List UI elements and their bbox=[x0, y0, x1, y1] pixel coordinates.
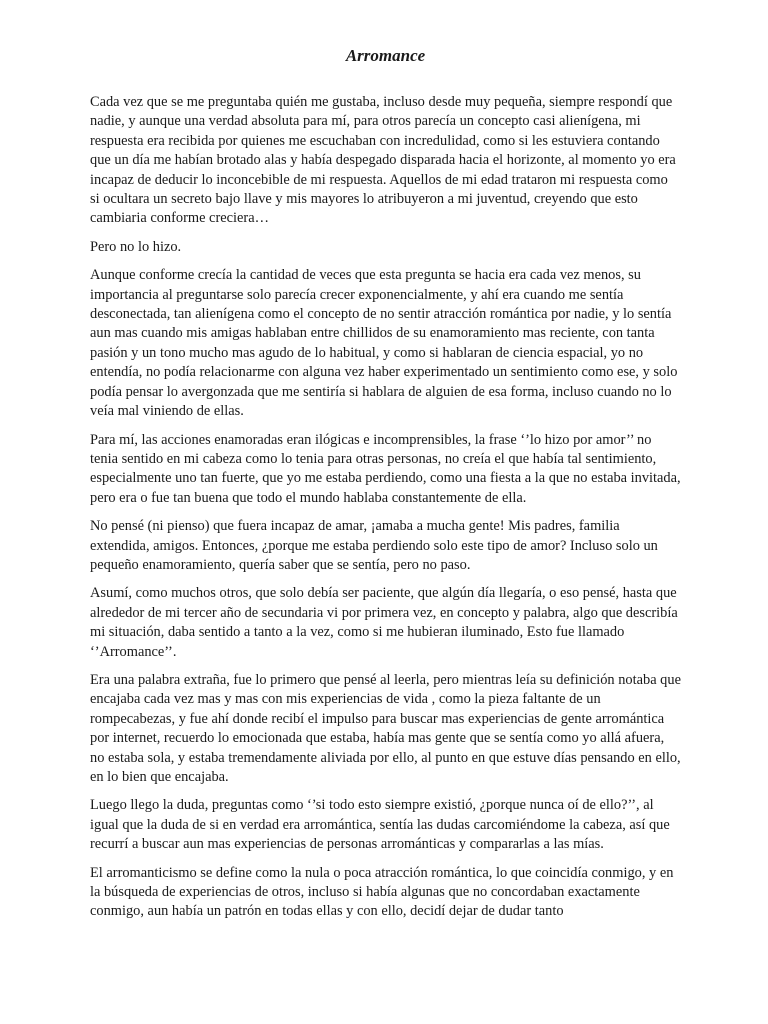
paragraph: No pensé (ni pienso) que fuera incapaz de amar, ¡amaba a mucha gente! Mis padres, familia extendida, amigos. Entonces, ¿porque me estaba perdiendo solo este tipo de amor? Incluso solo un pequeño enamoramiento, quería saber que se sentía, pero no paso. bbox=[90, 518, 658, 573]
paragraph: El arromanticismo se define como la nula o poca atracción romántica, lo que coincidía conmigo, y en la búsqueda de experiencias de otros, incluso si había algunas que no concordaban exactamente conmigo, aun había un patrón en todas ellas y con ello, decidí dejar de dudar tanto bbox=[90, 864, 674, 920]
document-page bbox=[90, 44, 681, 931]
document-title: Arromance bbox=[345, 46, 426, 65]
paragraph: Para mí, las acciones enamoradas eran ilógicas e incomprensibles, la frase ‘’lo hizo por amor’’ no tenia sentido en mi cabeza como lo tenia para otras personas, no creía el que había tal sentimiento, especialmente uno tan fuerte, que yo me estaba perdiendo, como una fiesta a la que no estaba invitada, pero era o fue tan buena que todo el mundo hablaba constantemente de ella. bbox=[90, 431, 681, 506]
paragraph: Cada vez que se me preguntaba quién me gustaba, incluso desde muy pequeña, siempre respondí que nadie, y aunque una verdad absoluta para mí, para otros parecía un concepto casi alienígena, mi respuesta era recibida por quienes me escuchaban con incredulidad, como si les estuviera contando que un día me habían brotado alas y había despegado disparada hacia el horizonte, al momento yo era incapaz de deducir lo inconcebible de mi respuesta. Aquellos de mi edad trataron mi respuesta como si ocultara un secreto bajo llave y mis mayores lo atribuyeron a mi juventud, creyendo que esto cambiaria conforme creciera… bbox=[90, 94, 676, 227]
paragraph: Asumí, como muchos otros, que solo debía ser paciente, que algún día llegaría, o eso pensé, hasta que alrededor de mi tercer año de secundaria vi por primera vez, en concepto y palabra, algo que describía mi situación, daba sentido a tanto a la vez, como si me hubieran iluminado, Esto fue llamado ‘’Arromance’’. bbox=[90, 585, 678, 660]
paragraph: Luego llego la duda, preguntas como ‘’si todo esto siempre existió, ¿porque nunca oí de ello?’’, al igual que la duda de si en verdad era arromántica, sentía las dudas carcomiéndome la cabeza, así que recurrí a buscar aun mas experiencias de personas arrománticas y compararlas a las mías. bbox=[90, 797, 670, 853]
paragraph: Era una palabra extraña, fue lo primero que pensé al leerla, pero mientras leía su definición notaba que encajaba cada vez mas y mas con mis experiencias de vida , como la pieza faltante de un rompecabezas, y fue ahí donde recibí el impulso para buscar mas experiencias de gente arromántica por internet, recuerdo lo emocionada que estaba, había mas gente que se sentía como yo allá afuera, no estaba sola, y estaba tremendamente aliviada por ello, al punto en que estuve días pensando en ello, en lo bien que encajaba. bbox=[90, 671, 681, 785]
paragraph: Aunque conforme crecía la cantidad de veces que esta pregunta se hacia era cada vez menos, su importancia al preguntarse solo parecía crecer exponencialmente, y ahí era cuando me sentía desconectada, tan alienígena como el concepto de no sentir atracción romántica por nadie, y lo sentía aun mas cuando mis amigas hablaban entre chillidos de su enamoramiento mas reciente, con tanta pasión y un tono mucho mas agudo de lo habitual, y como si hablaran de ciencia espacial, yo no entendía, no podía relacionarme con alguna vez haber experimentado un sentimiento como ese, y solo podía pensar lo avergonzada que me sentiría si hablara de alguien de esa forma, incluso cuando no lo veía mal viniendo de ellas. bbox=[90, 267, 678, 420]
paragraph: Pero no lo hizo. bbox=[90, 238, 182, 255]
